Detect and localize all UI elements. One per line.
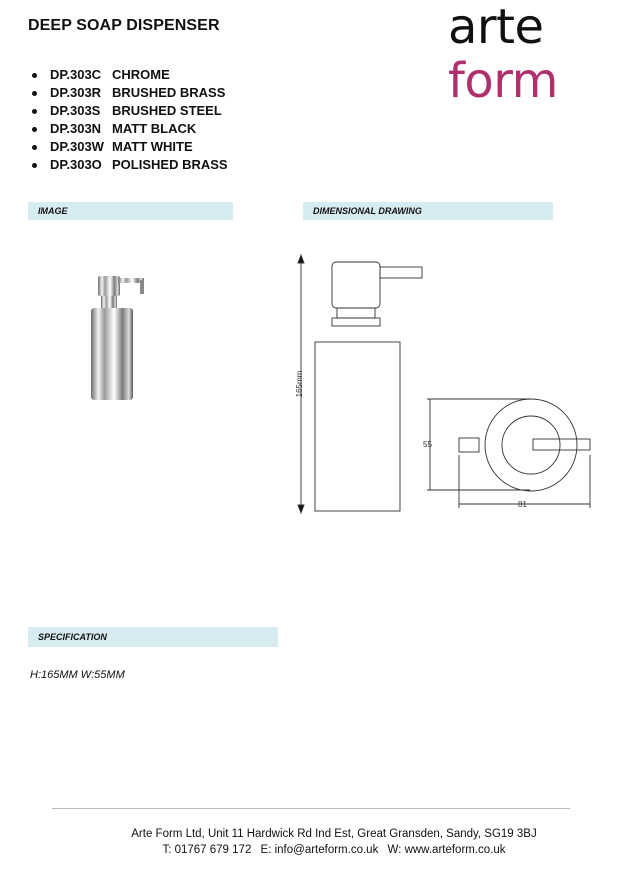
product-finish: BRUSHED STEEL bbox=[112, 103, 222, 118]
page-title: DEEP SOAP DISPENSER bbox=[28, 17, 220, 34]
product-finish: MATT WHITE bbox=[112, 139, 193, 154]
image-section-header: IMAGE bbox=[28, 202, 233, 220]
list-item bbox=[30, 138, 228, 156]
product-finish: POLISHED BRASS bbox=[112, 157, 228, 172]
product-code: DP.303O bbox=[50, 157, 102, 172]
footer bbox=[0, 826, 623, 858]
specification-text: H:165MM W:55MM bbox=[30, 669, 125, 681]
list-item bbox=[30, 120, 228, 138]
drawing-section-header: DIMENSIONAL DRAWING bbox=[303, 202, 553, 220]
product-finish: BRUSHED BRASS bbox=[112, 85, 226, 100]
list-item bbox=[30, 156, 228, 174]
product-image bbox=[80, 270, 150, 410]
footer-divider bbox=[52, 808, 570, 809]
depth-dimension-label: 81 bbox=[518, 500, 527, 509]
product-code: DP.303W bbox=[50, 139, 104, 154]
product-code-list bbox=[30, 66, 228, 174]
brand-logo bbox=[448, 0, 558, 109]
product-code: DP.303N bbox=[50, 121, 102, 136]
logo-word-arte: arte bbox=[448, 0, 544, 55]
product-finish: CHROME bbox=[112, 67, 170, 82]
product-code: DP.303S bbox=[50, 103, 101, 118]
product-code: DP.303R bbox=[50, 85, 102, 100]
footer-address: Arte Form Ltd, Unit 11 Hardwick Rd Ind Est, Great Gransden, Sandy, SG19 3BJ bbox=[131, 828, 537, 840]
list-item bbox=[30, 84, 228, 102]
list-item bbox=[30, 66, 228, 84]
product-finish: MATT BLACK bbox=[112, 121, 197, 136]
list-item bbox=[30, 102, 228, 120]
footer-phone: T: 01767 679 172 bbox=[162, 844, 252, 856]
product-code: DP.303C bbox=[50, 67, 102, 82]
height-dimension-label: 165mm bbox=[295, 370, 304, 398]
specification-section-header: SPECIFICATION bbox=[28, 627, 278, 647]
footer-website[interactable]: W: www.arteform.co.uk bbox=[387, 844, 506, 856]
dimensional-drawing bbox=[290, 250, 600, 525]
width-dimension-label: 55 bbox=[423, 440, 432, 449]
logo-word-form: form bbox=[448, 53, 558, 109]
footer-contact bbox=[45, 842, 623, 858]
footer-email[interactable]: E: info@arteform.co.uk bbox=[260, 844, 379, 856]
